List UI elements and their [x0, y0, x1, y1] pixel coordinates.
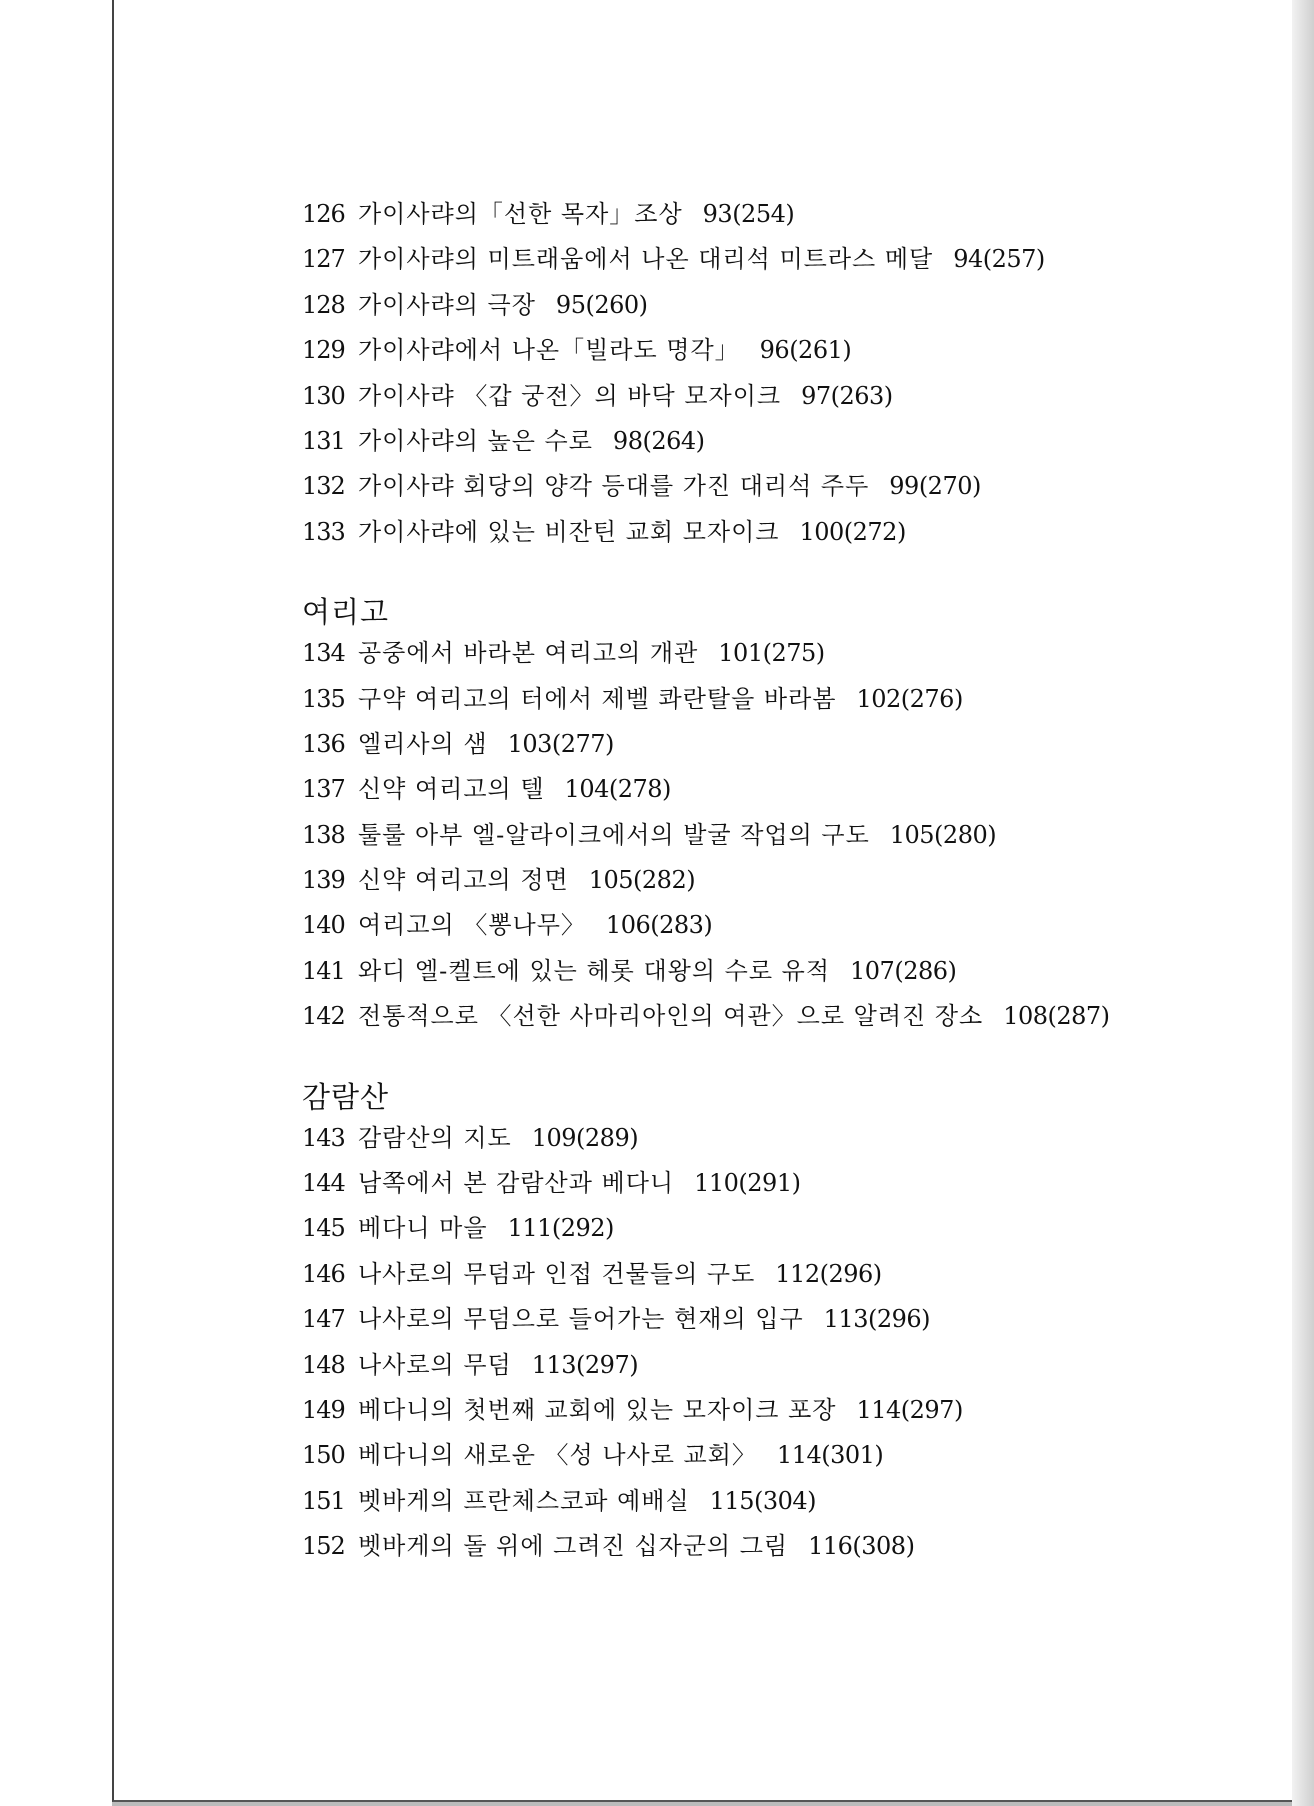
entry-title: 베다니의 첫번째 교회에 있는 모자이크 포장 — [358, 1395, 837, 1424]
entry-number: 149 — [302, 1395, 345, 1424]
entry-number: 146 — [302, 1259, 345, 1288]
entry-title: 남쪽에서 본 감람산과 베다니 — [358, 1169, 675, 1198]
entry-title: 가이사랴에서 나온「빌라도 명각」 — [358, 336, 740, 365]
toc-entry — [302, 1206, 1262, 1251]
entry-title: 나사로의 무덤 — [358, 1350, 512, 1379]
entry-page-ref: 94(257) — [953, 245, 1045, 274]
entry-number: 130 — [302, 381, 345, 410]
entry-page-ref: 114(297) — [856, 1395, 963, 1424]
section-heading: 여리고 — [302, 595, 390, 630]
toc-entry — [302, 192, 1262, 237]
entry-page-ref: 107(286) — [850, 956, 957, 985]
entry-page-ref: 116(308) — [808, 1532, 915, 1561]
entry-page-ref: 99(270) — [889, 472, 981, 501]
entry-page-ref: 112(296) — [775, 1259, 882, 1288]
entry-number: 132 — [302, 472, 345, 501]
entry-number: 131 — [302, 426, 345, 455]
toc-entry — [302, 767, 1262, 812]
entry-page-ref: 93(254) — [702, 200, 795, 228]
entry-page-ref: 105(280) — [889, 820, 997, 849]
toc-entry — [302, 419, 1262, 464]
entry-title: 여리고의 〈뽕나무〉 — [358, 911, 586, 940]
toc-entry — [302, 1252, 1262, 1297]
entry-page-ref: 101(275) — [718, 639, 825, 668]
page-bottom-edge — [112, 1802, 1292, 1806]
entry-page-ref: 96(261) — [759, 336, 852, 365]
entry-number: 126 — [302, 200, 345, 228]
entry-title: 엘리사의 샘 — [358, 729, 488, 758]
toc-entry — [302, 994, 1262, 1039]
entry-page-ref: 111(292) — [507, 1214, 614, 1243]
entry-title: 베다니 마을 — [358, 1214, 488, 1243]
toc-entry — [302, 374, 1262, 419]
entry-title: 가이사랴에 있는 비잔틴 교회 모자이크 — [358, 517, 780, 546]
entry-page-ref: 113(296) — [823, 1305, 930, 1334]
toc-entry — [302, 903, 1262, 948]
entry-page-ref: 104(278) — [564, 775, 671, 804]
entry-number: 128 — [302, 290, 345, 319]
entry-title: 가이사랴 회당의 양각 등대를 가진 대리석 주두 — [358, 472, 870, 501]
toc-entry — [302, 1524, 1262, 1569]
entry-page-ref: 97(263) — [801, 381, 893, 410]
entry-number: 139 — [302, 866, 345, 895]
book-page — [112, 0, 1292, 1802]
toc-entry — [302, 722, 1262, 767]
entry-title: 전통적으로 〈선한 사마리아인의 여관〉으로 알려진 장소 — [358, 1002, 984, 1031]
entry-title: 가이사랴의 미트래움에서 나온 대리석 미트라스 메달 — [358, 245, 934, 274]
entry-title: 가이사랴 〈갑 궁전〉의 바닥 모자이크 — [358, 381, 782, 410]
toc-entry — [302, 1343, 1262, 1388]
entry-title: 가이사랴의「선한 목자」조상 — [358, 200, 683, 228]
toc-entry — [302, 813, 1262, 858]
entry-number: 137 — [302, 775, 345, 804]
entry-page-ref: 109(289) — [531, 1123, 639, 1152]
toc-section-mount-of-olives — [302, 1072, 1262, 1570]
toc-entry — [302, 1388, 1262, 1433]
entry-title: 구약 여리고의 터에서 제벨 콰란탈을 바라봄 — [358, 684, 837, 713]
toc-entry — [302, 677, 1262, 722]
entry-number: 142 — [302, 1002, 345, 1031]
entry-page-ref: 98(264) — [612, 426, 705, 455]
entry-number: 151 — [302, 1486, 345, 1515]
entry-number: 133 — [302, 517, 345, 546]
section-heading: 감람산 — [302, 1079, 390, 1114]
entry-page-ref: 114(301) — [776, 1441, 884, 1470]
entry-number: 129 — [302, 336, 345, 365]
toc-entry — [302, 283, 1262, 328]
toc-section-caesarea — [302, 192, 1262, 555]
toc-entry — [302, 858, 1262, 903]
toc-section-jericho — [302, 587, 1262, 1040]
toc-entry — [302, 328, 1262, 373]
toc-entry — [302, 1297, 1262, 1342]
entry-page-ref: 113(297) — [531, 1350, 639, 1379]
entry-title: 와디 엘-켈트에 있는 헤롯 대왕의 수로 유적 — [358, 956, 831, 985]
entry-title: 감람산의 지도 — [358, 1123, 512, 1152]
entry-title: 벳바게의 프란체스코파 예배실 — [358, 1486, 690, 1515]
entry-number: 135 — [302, 684, 345, 713]
entry-number: 134 — [302, 639, 345, 668]
entry-page-ref: 115(304) — [709, 1486, 816, 1515]
toc-entry — [302, 510, 1262, 555]
toc-entry — [302, 1479, 1262, 1524]
entry-number: 138 — [302, 820, 345, 849]
entry-title: 가이사랴의 높은 수로 — [358, 426, 593, 455]
entry-title: 신약 여리고의 정면 — [358, 866, 569, 895]
toc-entry — [302, 949, 1262, 994]
entry-title: 신약 여리고의 텔 — [358, 775, 545, 804]
entry-page-ref: 95(260) — [555, 290, 648, 319]
entry-page-ref: 105(282) — [588, 866, 696, 895]
toc-entry — [302, 464, 1262, 509]
entry-number: 140 — [302, 911, 345, 940]
entry-title: 툴룰 아부 엘-알라이크에서의 발굴 작업의 구도 — [358, 820, 870, 849]
entry-page-ref: 100(272) — [799, 517, 906, 546]
entry-title: 가이사랴의 극장 — [358, 290, 536, 319]
entry-title: 베다니의 새로운 〈성 나사로 교회〉 — [358, 1441, 757, 1470]
entry-title: 나사로의 무덤과 인접 건물들의 구도 — [358, 1259, 756, 1288]
entry-title: 나사로의 무덤으로 들어가는 현재의 입구 — [358, 1305, 804, 1334]
toc-entry — [302, 1161, 1262, 1206]
entry-page-ref: 110(291) — [694, 1169, 801, 1198]
entry-page-ref: 102(276) — [856, 684, 963, 713]
entry-number: 127 — [302, 245, 345, 274]
entry-number: 147 — [302, 1305, 345, 1334]
entry-title: 벳바게의 돌 위에 그려진 십자군의 그림 — [358, 1532, 789, 1561]
entry-number: 143 — [302, 1123, 345, 1152]
entry-number: 144 — [302, 1169, 345, 1198]
entry-page-ref: 108(287) — [1003, 1002, 1110, 1031]
entry-title: 공중에서 바라본 여리고의 개관 — [358, 639, 699, 668]
toc-entry — [302, 631, 1262, 676]
entry-number: 150 — [302, 1441, 345, 1470]
toc-entry — [302, 1116, 1262, 1161]
toc-entry — [302, 237, 1262, 282]
entry-number: 141 — [302, 956, 345, 985]
entry-page-ref: 103(277) — [507, 729, 614, 758]
entry-number: 152 — [302, 1532, 345, 1561]
entry-number: 148 — [302, 1350, 345, 1379]
toc-entry — [302, 1433, 1262, 1478]
entry-page-ref: 106(283) — [605, 911, 713, 940]
entry-number: 136 — [302, 729, 345, 758]
entry-number: 145 — [302, 1214, 345, 1243]
page-edge-shadow — [1292, 0, 1314, 1806]
table-of-contents — [302, 192, 1262, 1570]
